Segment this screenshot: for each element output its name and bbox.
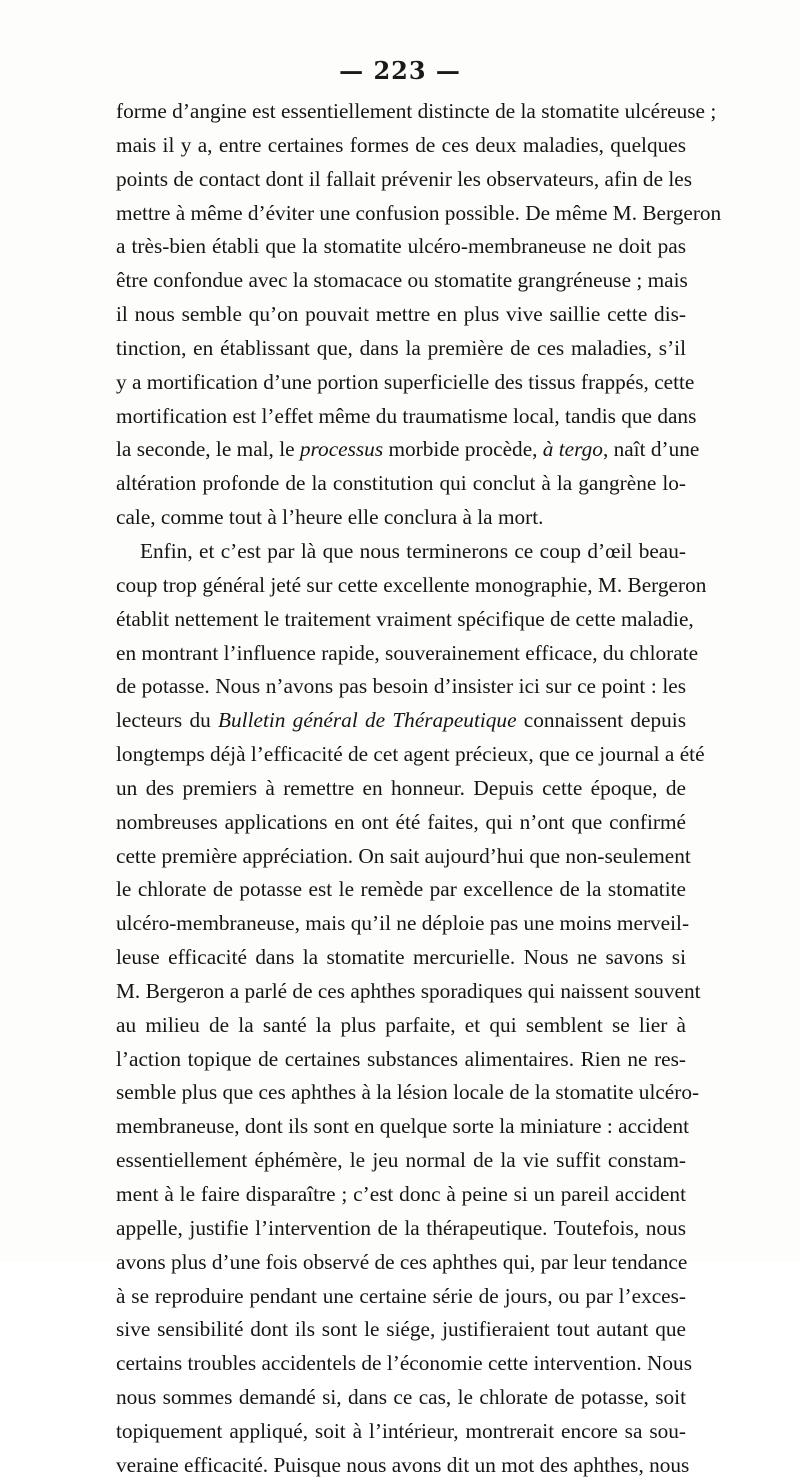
text-line: a très-bien établi que la stomatite ulcéro-membraneuse ne doit pas	[116, 234, 686, 259]
paragraph	[116, 95, 722, 535]
text-line: au milieu de la santé la plus parfaite, et qui semblent se lier à	[116, 1012, 686, 1037]
text-line: mortification est l’effet même du traumatisme local, tandis que dans	[116, 403, 697, 428]
text-segment: morbide procède,	[383, 437, 543, 462]
text-line: ment à le faire disparaître ; c’est donc à peine si un pareil accident	[116, 1182, 686, 1206]
text-line: veraine efficacité. Puisque nous avons dit un mot des aphthes, nous	[116, 1452, 690, 1477]
text-line: coup trop général jeté sur cette excellente monographie, M. Bergeron	[116, 572, 707, 597]
text-line: l’action topique de certaines substances alimentaires. Rien ne res-	[116, 1046, 686, 1071]
text-line: certains troubles accidentels de l’économie cette intervention. Nous	[116, 1351, 692, 1376]
text-line: sive sensibilité dont ils sont le siége, justifieraient tout autant que	[116, 1317, 686, 1342]
text-line: ulcéro-membraneuse, mais qu’il ne déploie pas une moins merveil-	[116, 911, 690, 936]
text-line: y a mortification d’une portion superficielle des tissus frappés, cette	[116, 369, 695, 394]
text-line: cale, comme tout à l’heure elle conclura à la mort.	[116, 505, 544, 530]
text-line: forme d’angine est essentiellement distincte de la stomatite ulcéreuse ;	[116, 99, 717, 123]
page-number-header: — 223 —	[339, 56, 461, 85]
text-line: le chlorate de potasse est le remède par excellence de la stomatite	[116, 877, 686, 902]
text-line: altération profonde de la constitution qui conclut à la gangrène lo-	[116, 471, 686, 496]
italic-text: à tergo	[542, 437, 603, 462]
text-line: topiquement appliqué, soit à l’intérieur, montrerait encore sa sou-	[116, 1418, 686, 1443]
text-line: cette première appréciation. On sait aujourd’hui que non-seulement	[116, 843, 691, 868]
text-line: avons plus d’une fois observé de ces aphthes qui, par leur tendance	[116, 1249, 688, 1274]
paragraph	[116, 535, 707, 1483]
text-line: M. Bergeron a parlé de ces aphthes sporadiques qui naissent souvent	[116, 978, 701, 1003]
text-line: nombreuses applications en ont été faites, qui n’ont que confirmé	[116, 809, 686, 834]
text-line: un des premiers à remettre en honneur. Depuis cette époque, de	[116, 775, 686, 800]
text-line: leuse efficacité dans la stomatite mercurielle. Nous ne savons si	[116, 945, 686, 970]
text-line: à se reproduire pendant une certaine série de jours, ou par l’exces-	[116, 1283, 686, 1308]
text-line: semble plus que ces aphthes à la lésion locale de la stomatite ulcéro-	[116, 1080, 700, 1105]
text-segment: , naît d’une	[602, 437, 700, 462]
text-line: Enfin, et c’est par là que nous terminerons ce coup d’œil beau-	[140, 538, 686, 563]
text-line: être confondue avec la stomacace ou stomatite grangréneuse ; mais	[116, 268, 688, 293]
italic-text: processus	[299, 437, 384, 462]
text-line: de potasse. Nous n’avons pas besoin d’insister ici sur ce point : les	[116, 674, 686, 699]
text-line: mais il y a, entre certaines formes de ces deux maladies, quelques	[116, 132, 686, 157]
text-line: appelle, justifie l’intervention de la thérapeutique. Toutefois, nous	[116, 1215, 686, 1240]
text-segment: lecteurs du	[116, 708, 219, 733]
text-line: points de contact dont il fallait prévenir les observateurs, afin de les	[116, 166, 693, 191]
text-line: tinction, en établissant que, dans la première de ces maladies, s’il	[116, 335, 686, 360]
text-line: établit nettement le traitement vraiment spécifique de cette maladie,	[116, 606, 694, 631]
text-line: membraneuse, dont ils sont en quelque sorte la miniature : accident	[116, 1114, 690, 1139]
text-line	[116, 704, 686, 738]
text-line	[116, 433, 700, 467]
text-line: longtemps déjà l’efficacité de cet agent précieux, que ce journal a été	[116, 742, 705, 767]
text-line: essentiellement éphémère, le jeu normal de la vie suffit constam-	[116, 1148, 686, 1173]
text-segment: la seconde, le mal, le	[116, 437, 300, 462]
text-line: mettre à même d’éviter une confusion possible. De même M. Bergeron	[116, 200, 722, 225]
italic-text: Bulletin général de Thérapeutique	[218, 708, 517, 733]
text-line: nous sommes demandé si, dans ce cas, le chlorate de potasse, soit	[116, 1385, 686, 1410]
page-body-text	[116, 95, 722, 1483]
text-line: il nous semble qu’on pouvait mettre en plus vive saillie cette dis-	[116, 302, 686, 327]
text-line: en montrant l’influence rapide, souverainement efficace, du chlorate	[116, 640, 699, 665]
text-segment: connaissent depuis	[516, 708, 686, 733]
